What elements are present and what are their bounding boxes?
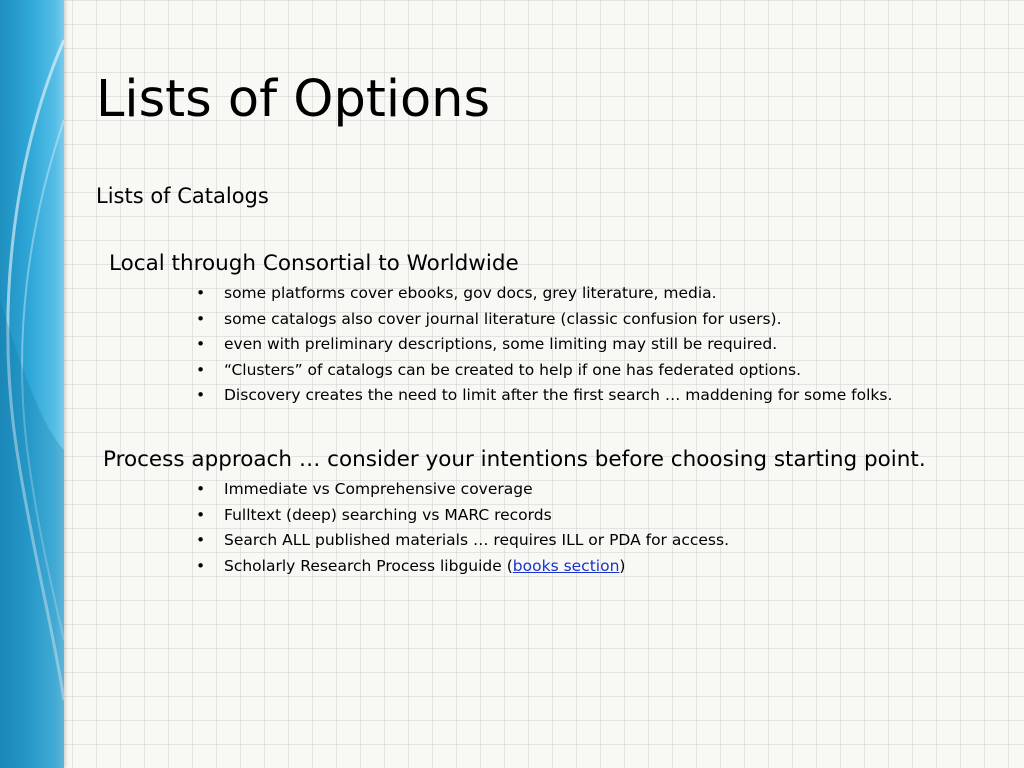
bullet-text: some catalogs also cover journal literature (classic confusion for users). <box>224 309 782 328</box>
books-section-link[interactable]: books section <box>512 556 620 575</box>
bullet-text: Discovery creates the need to limit after the first search … maddening for some folks. <box>224 386 893 404</box>
bullet-item <box>196 358 892 384</box>
bullet-text: Fulltext (deep) searching vs MARC records <box>224 505 552 524</box>
bullet-item <box>196 281 892 307</box>
bullet-item <box>196 383 892 409</box>
bullet-item <box>196 477 729 503</box>
slide-title: Lists of Options <box>96 70 491 129</box>
bullet-item <box>196 528 729 554</box>
section-heading-process-approach: Process approach … consider your intentions before choosing starting point. <box>103 447 926 472</box>
bullet-dot: • <box>196 556 206 575</box>
bullet-text: “Clusters” of catalogs can be created to help if one has federated options. <box>224 360 801 379</box>
decorative-sidebar <box>0 0 64 768</box>
bullet-dot: • <box>196 505 206 524</box>
bullet-item <box>196 554 729 580</box>
bullet-text: even with preliminary descriptions, some limiting may still be required. <box>224 335 778 353</box>
slide-subtitle: Lists of Catalogs <box>96 184 269 208</box>
bullet-dot: • <box>196 360 206 379</box>
sidebar-swoosh-graphic <box>0 0 64 768</box>
bullet-item <box>196 307 892 333</box>
bullet-item <box>196 332 892 358</box>
bullet-dot: • <box>196 335 206 353</box>
bullet-text: some platforms cover ebooks, gov docs, grey literature, media. <box>224 284 717 302</box>
process-approach-bullet-list <box>196 477 729 579</box>
catalog-scope-bullet-list <box>196 281 892 409</box>
bullet-text-suffix: ) <box>619 556 626 575</box>
bullet-text-prefix: Scholarly Research Process libguide ( <box>224 556 513 575</box>
bullet-dot: • <box>196 531 206 549</box>
bullet-dot: • <box>196 284 206 302</box>
section-heading-catalog-scope: Local through Consortial to Worldwide <box>109 251 519 276</box>
bullet-item <box>196 503 729 529</box>
bullet-text: Search ALL published materials … requires ILL or PDA for access. <box>224 531 730 549</box>
bullet-dot: • <box>196 480 206 498</box>
bullet-dot: • <box>196 386 206 404</box>
bullet-text: Immediate vs Comprehensive coverage <box>224 480 533 498</box>
bullet-dot: • <box>196 309 206 328</box>
